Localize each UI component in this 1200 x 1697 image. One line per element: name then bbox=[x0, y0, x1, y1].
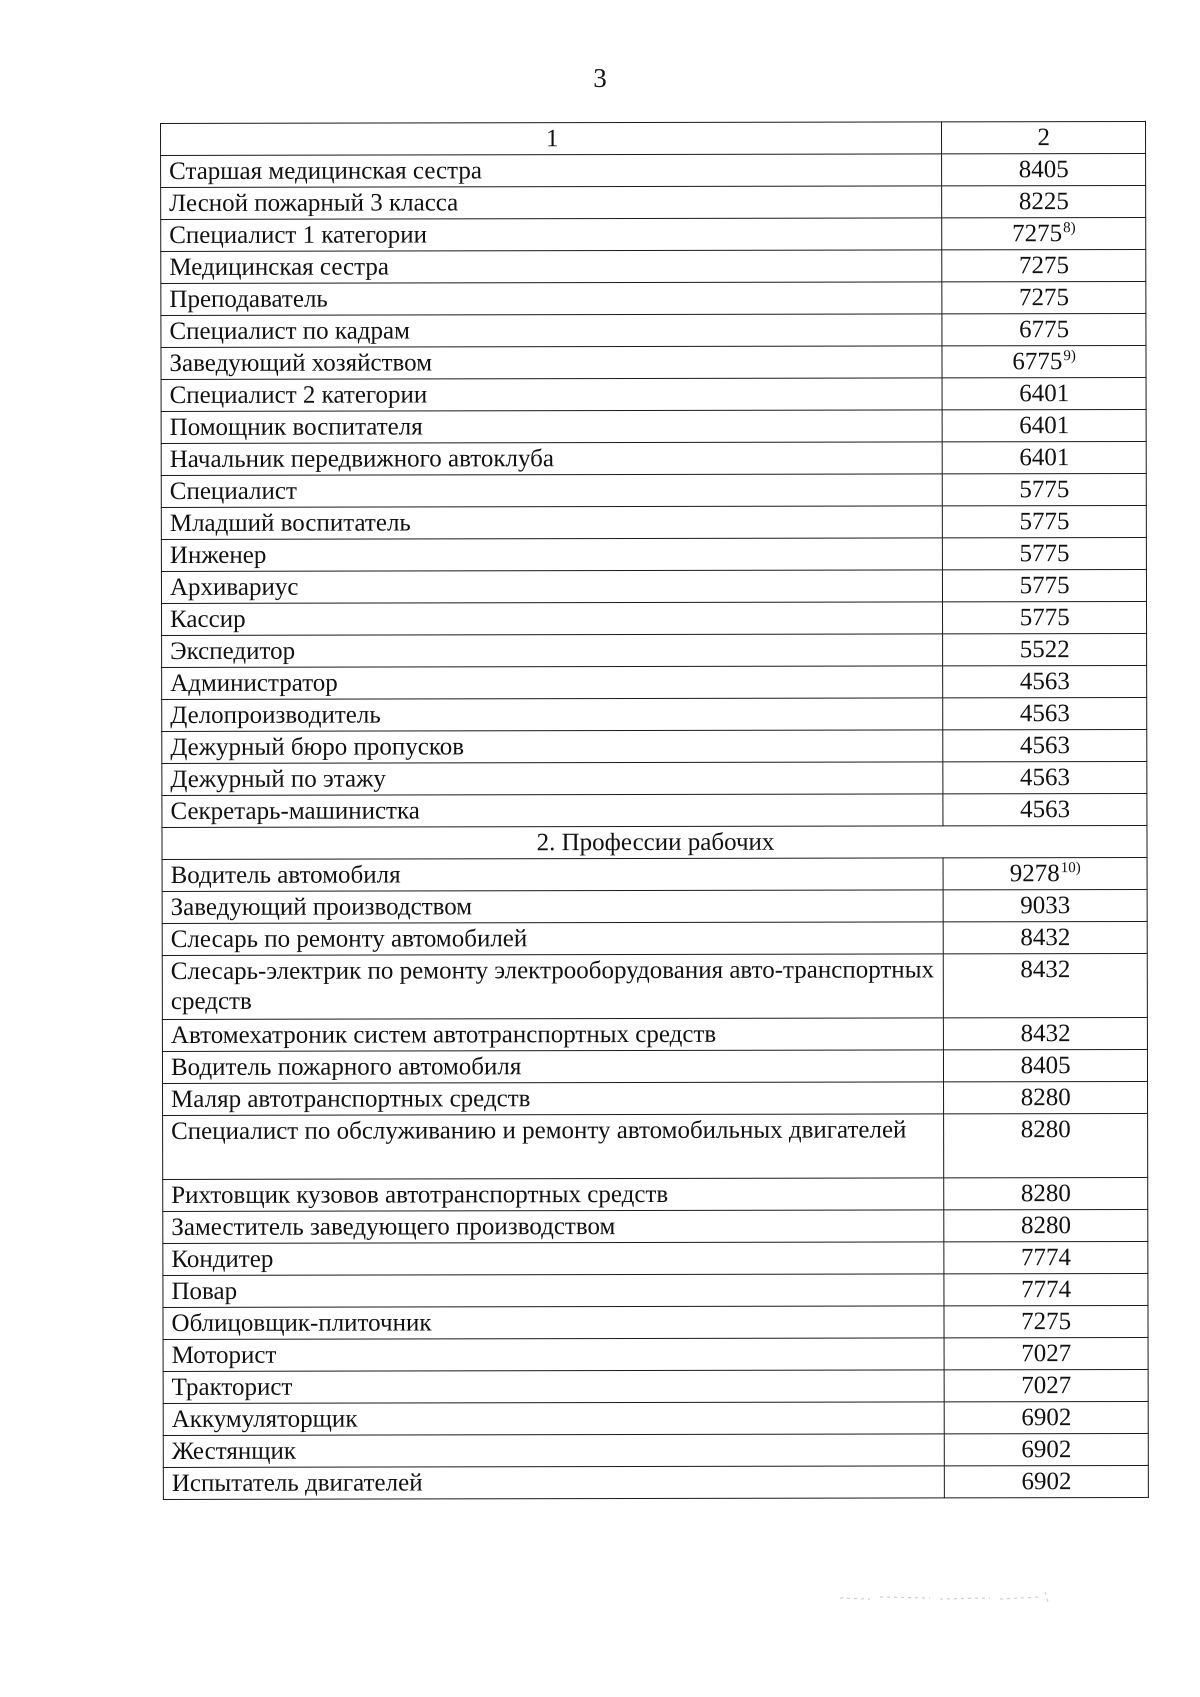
salary-value-cell bbox=[944, 1209, 1148, 1241]
salary-value bbox=[1020, 795, 1070, 825]
salary-value-cell bbox=[943, 921, 1147, 953]
position-name-cell: Жестянщик bbox=[163, 1434, 944, 1468]
salary-value bbox=[1021, 1051, 1071, 1081]
salary-value-cell bbox=[944, 1337, 1148, 1369]
salary-amount: 6775 bbox=[1012, 348, 1063, 376]
position-name-cell: Облицовщик-плиточник bbox=[163, 1306, 944, 1340]
salary-amount: 7275 bbox=[1018, 252, 1069, 280]
salary-value bbox=[1012, 219, 1076, 249]
salary-amount: 8280 bbox=[1020, 1212, 1071, 1240]
salary-value-cell bbox=[945, 1465, 1149, 1497]
salary-amount: 8405 bbox=[1018, 156, 1069, 184]
table-row bbox=[162, 1017, 1147, 1051]
salary-value-cell bbox=[944, 1305, 1148, 1337]
position-name-cell: Экспедитор bbox=[162, 634, 943, 668]
position-name-cell: Специалист по кадрам bbox=[161, 314, 942, 348]
position-name-cell: Лесной пожарный 3 класса bbox=[161, 186, 942, 220]
position-name-cell: Администратор bbox=[162, 666, 943, 700]
position-name-cell: Инженер bbox=[161, 538, 942, 572]
salary-value-cell bbox=[943, 793, 1147, 825]
table-row bbox=[163, 1209, 1148, 1243]
salary-value-cell bbox=[942, 281, 1146, 313]
salary-amount: 8225 bbox=[1018, 188, 1069, 216]
table-row bbox=[161, 537, 1146, 571]
table-row bbox=[163, 1273, 1148, 1307]
salary-amount: 5775 bbox=[1019, 572, 1070, 600]
salary-amount: 7275 bbox=[1021, 1308, 1072, 1336]
position-name-cell: Испытатель двигателей bbox=[163, 1466, 944, 1500]
table-row bbox=[162, 793, 1147, 827]
position-name-cell: Автомехатроник систем автотранспортных средств bbox=[162, 1018, 943, 1052]
salary-amount: 5522 bbox=[1019, 636, 1070, 664]
salary-value bbox=[1020, 635, 1070, 665]
salary-value-cell bbox=[944, 1017, 1148, 1049]
salary-value-cell bbox=[944, 1401, 1148, 1433]
salary-amount: 5775 bbox=[1019, 540, 1070, 568]
table-row bbox=[163, 1081, 1148, 1115]
salary-value-cell bbox=[942, 185, 1146, 217]
salary-amount: 6401 bbox=[1019, 412, 1070, 440]
position-name-cell: Младший воспитатель bbox=[161, 506, 942, 540]
salary-value-cell bbox=[942, 249, 1146, 281]
salary-amount: 4563 bbox=[1019, 668, 1070, 696]
section-header-row bbox=[162, 825, 1147, 859]
salary-amount: 4563 bbox=[1019, 764, 1071, 792]
salary-value-cell bbox=[942, 153, 1146, 185]
salary-amount: 4563 bbox=[1019, 700, 1070, 728]
page-number: 3 bbox=[593, 63, 607, 93]
table-row bbox=[163, 1433, 1148, 1467]
salary-amount: 8405 bbox=[1020, 1052, 1071, 1080]
salary-value bbox=[1019, 379, 1069, 409]
salary-value bbox=[1021, 1083, 1071, 1113]
salary-value bbox=[1019, 283, 1069, 313]
table-row bbox=[161, 569, 1146, 603]
salary-value-cell bbox=[942, 441, 1146, 473]
salary-amount: 7275 bbox=[1018, 284, 1070, 312]
position-name-cell: Маляр автотранспортных средств bbox=[163, 1082, 944, 1116]
salary-value bbox=[1020, 667, 1070, 697]
column-header-1: 1 bbox=[161, 122, 942, 156]
salary-value-cell bbox=[944, 953, 1148, 1017]
salary-amount: 8432 bbox=[1020, 956, 1071, 984]
table-row bbox=[161, 409, 1146, 443]
salary-value bbox=[1019, 475, 1069, 505]
position-name-cell: Специалист по обслуживанию и ремонту автомобильных двигателей bbox=[163, 1114, 944, 1180]
table-row bbox=[161, 313, 1146, 347]
position-name-cell: Специалист 2 категории bbox=[161, 378, 942, 412]
footnote-marker: 9) bbox=[1063, 347, 1076, 364]
salary-amount: 5775 bbox=[1019, 476, 1070, 504]
salary-amount: 8280 bbox=[1020, 1084, 1071, 1112]
salary-amount: 6902 bbox=[1021, 1436, 1072, 1464]
table-header-row bbox=[161, 121, 1146, 155]
salary-value bbox=[1020, 891, 1070, 921]
position-name-cell: Дежурный бюро пропусков bbox=[162, 730, 943, 764]
position-name-cell: Начальник передвижного автоклуба bbox=[161, 442, 942, 476]
salary-value bbox=[1020, 539, 1070, 569]
position-name-cell: Архивариус bbox=[161, 570, 942, 604]
position-name-cell: Водитель пожарного автомобиля bbox=[162, 1050, 943, 1084]
table-row bbox=[161, 377, 1146, 411]
salary-value-cell bbox=[945, 1433, 1149, 1465]
position-name-cell: Тракторист bbox=[163, 1370, 944, 1404]
salary-value bbox=[1019, 251, 1069, 281]
salary-value bbox=[1020, 571, 1070, 601]
salary-amount: 5775 bbox=[1019, 508, 1070, 536]
table-row bbox=[162, 1049, 1147, 1083]
salary-value bbox=[1019, 443, 1069, 473]
salary-value bbox=[1021, 1275, 1071, 1305]
salary-amount: 6902 bbox=[1021, 1468, 1072, 1496]
salary-value-cell bbox=[944, 1113, 1148, 1177]
table-body bbox=[161, 121, 1149, 1499]
salary-value bbox=[1021, 1211, 1071, 1241]
salary-amount: 4563 bbox=[1019, 732, 1070, 760]
table-row bbox=[163, 1465, 1148, 1499]
position-name-cell: Слесарь по ремонту автомобилей bbox=[162, 922, 943, 956]
table-row bbox=[162, 889, 1147, 923]
salary-value-cell bbox=[944, 1049, 1148, 1081]
position-name-cell: Делопроизводитель bbox=[162, 698, 943, 732]
position-name-cell: Рихтовщик кузовов автотранспортных средств bbox=[163, 1178, 944, 1212]
salary-value bbox=[1019, 507, 1069, 537]
position-name-cell: Заведующий хозяйством bbox=[161, 346, 942, 380]
salary-value-cell bbox=[944, 1369, 1148, 1401]
table-row bbox=[161, 217, 1146, 251]
table-row bbox=[162, 601, 1147, 635]
salary-amount: 6902 bbox=[1021, 1404, 1072, 1432]
salary-value bbox=[1020, 731, 1070, 761]
salary-table bbox=[160, 121, 1149, 1500]
table-row bbox=[161, 249, 1146, 283]
table-row bbox=[162, 697, 1147, 731]
salary-value-cell bbox=[944, 1241, 1148, 1273]
salary-value bbox=[1019, 187, 1069, 217]
table-row bbox=[163, 1337, 1148, 1371]
salary-amount: 7774 bbox=[1020, 1244, 1072, 1272]
table-row bbox=[161, 281, 1146, 315]
salary-value bbox=[1021, 1307, 1071, 1337]
salary-value bbox=[1021, 1339, 1071, 1369]
table-row bbox=[163, 1369, 1148, 1403]
salary-value bbox=[1021, 1179, 1071, 1209]
position-name-cell: Аккумуляторщик bbox=[163, 1402, 944, 1436]
table-row bbox=[163, 1401, 1148, 1435]
position-name-cell: Кондитер bbox=[163, 1242, 944, 1276]
salary-value-cell bbox=[944, 1177, 1148, 1209]
position-name-cell: Повар bbox=[163, 1274, 944, 1308]
salary-value-cell bbox=[943, 601, 1147, 633]
salary-value bbox=[1020, 763, 1070, 793]
position-name-cell: Кассир bbox=[162, 602, 943, 636]
salary-value-cell bbox=[943, 761, 1147, 793]
salary-amount: 6401 bbox=[1019, 380, 1070, 408]
salary-value-cell bbox=[943, 633, 1147, 665]
salary-value-cell bbox=[943, 857, 1147, 889]
salary-value-cell bbox=[943, 889, 1147, 921]
salary-value-cell bbox=[943, 473, 1147, 505]
salary-value bbox=[1019, 155, 1069, 185]
salary-amount: 6401 bbox=[1019, 444, 1070, 472]
salary-value-cell bbox=[944, 1081, 1148, 1113]
salary-value bbox=[1019, 411, 1069, 441]
position-name-cell: Медицинская сестра bbox=[161, 250, 942, 284]
salary-amount: 6775 bbox=[1019, 316, 1070, 344]
salary-value bbox=[1012, 347, 1076, 377]
salary-value-cell bbox=[944, 1273, 1148, 1305]
salary-value bbox=[1020, 603, 1070, 633]
column-header-2: 2 bbox=[942, 121, 1146, 153]
salary-value bbox=[1020, 955, 1070, 985]
salary-value-cell bbox=[943, 729, 1147, 761]
salary-value-cell bbox=[942, 217, 1146, 249]
salary-amount: 8280 bbox=[1020, 1180, 1071, 1208]
table-row bbox=[161, 185, 1146, 219]
salary-amount: 7774 bbox=[1021, 1276, 1072, 1304]
table-row bbox=[163, 1305, 1148, 1339]
salary-amount: 7027 bbox=[1021, 1372, 1072, 1400]
salary-value bbox=[1020, 923, 1070, 953]
salary-value-cell bbox=[942, 377, 1146, 409]
salary-amount: 7275 bbox=[1012, 220, 1063, 248]
salary-value bbox=[1019, 315, 1069, 345]
salary-value-cell bbox=[943, 665, 1147, 697]
table-row bbox=[162, 921, 1147, 955]
salary-value-cell bbox=[942, 345, 1146, 377]
position-name-cell: Дежурный по этажу bbox=[162, 762, 943, 796]
table-row bbox=[163, 1241, 1148, 1275]
position-name-cell: Секретарь-машинистка bbox=[162, 794, 943, 828]
salary-value-cell bbox=[942, 313, 1146, 345]
table-row bbox=[163, 1113, 1148, 1179]
salary-amount: 8280 bbox=[1020, 1116, 1071, 1144]
table-row bbox=[162, 665, 1147, 699]
salary-amount: 4563 bbox=[1020, 796, 1071, 824]
table-row bbox=[162, 729, 1147, 763]
position-name-cell: Моторист bbox=[163, 1338, 944, 1372]
table-row bbox=[161, 153, 1146, 187]
salary-value bbox=[1021, 1019, 1071, 1049]
salary-value-cell bbox=[943, 537, 1147, 569]
salary-value bbox=[1021, 1403, 1071, 1433]
table-row bbox=[162, 633, 1147, 667]
salary-value bbox=[1020, 699, 1070, 729]
table-row bbox=[162, 953, 1147, 1019]
table-row bbox=[161, 473, 1146, 507]
position-name-cell: Заведующий производством bbox=[162, 890, 943, 924]
salary-value bbox=[1021, 1435, 1071, 1465]
position-name-cell: Слесарь-электрик по ремонту электрооборудования авто-транспортных средств bbox=[162, 954, 943, 1020]
salary-value bbox=[1021, 1371, 1071, 1401]
salary-value-cell bbox=[943, 697, 1147, 729]
salary-amount: 8432 bbox=[1020, 1020, 1071, 1048]
table-row bbox=[162, 857, 1147, 891]
salary-amount: 7027 bbox=[1021, 1340, 1072, 1368]
position-name-cell: Помощник воспитателя bbox=[161, 410, 942, 444]
salary-amount: 8432 bbox=[1020, 924, 1071, 952]
table-row bbox=[161, 505, 1146, 539]
salary-amount: 9278 bbox=[1009, 860, 1060, 888]
position-name-cell: Водитель автомобиля bbox=[162, 858, 943, 892]
table-row bbox=[163, 1177, 1148, 1211]
position-name-cell: Заместитель заведующего производством bbox=[163, 1210, 944, 1244]
salary-value bbox=[1021, 1243, 1071, 1273]
salary-value bbox=[1021, 1467, 1071, 1497]
position-name-cell: Преподаватель bbox=[161, 282, 942, 316]
position-name-cell: Старшая медицинская сестра bbox=[161, 154, 942, 188]
salary-value-cell bbox=[943, 569, 1147, 601]
footnote-marker: 8) bbox=[1063, 219, 1076, 236]
table-row bbox=[161, 441, 1146, 475]
scan-artifact bbox=[840, 1590, 1060, 1604]
salary-amount: 9033 bbox=[1020, 892, 1071, 920]
table-row bbox=[162, 761, 1147, 795]
table-row bbox=[161, 345, 1146, 379]
position-name-cell: Специалист bbox=[161, 474, 942, 508]
salary-value-cell bbox=[943, 505, 1147, 537]
section-title: 2. Профессии рабочих bbox=[162, 825, 1147, 859]
position-name-cell: Специалист 1 категории bbox=[161, 218, 942, 252]
footnote-marker: 10) bbox=[1060, 859, 1081, 876]
salary-value bbox=[1010, 859, 1081, 889]
salary-value bbox=[1021, 1115, 1071, 1145]
salary-amount: 5775 bbox=[1019, 604, 1070, 632]
salary-value-cell bbox=[942, 409, 1146, 441]
